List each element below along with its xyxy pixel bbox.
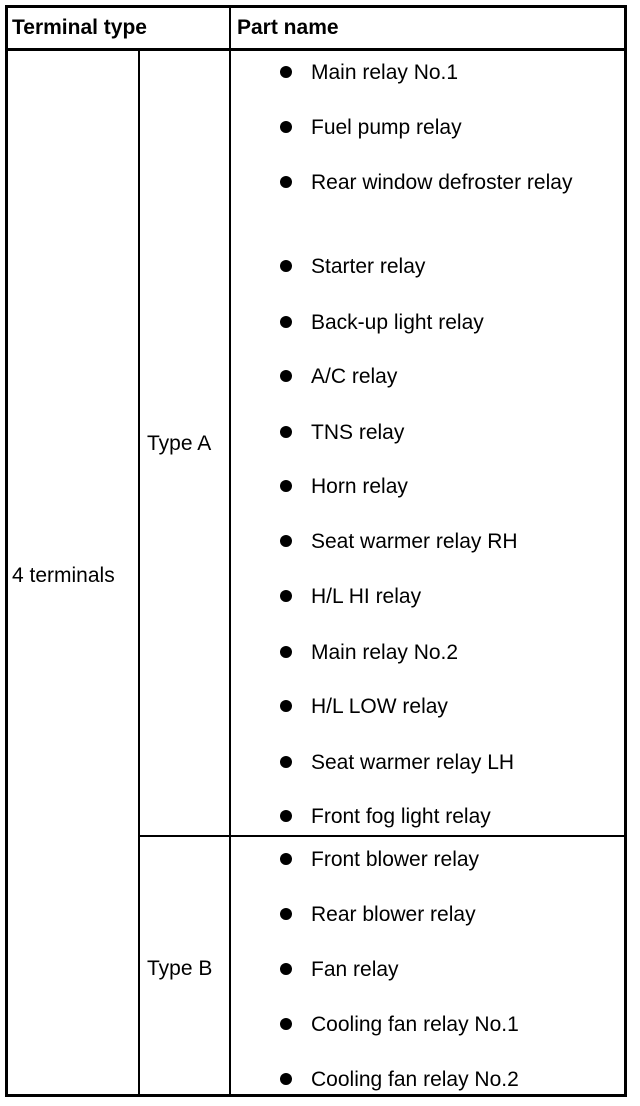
part-name: Front fog light relay bbox=[311, 805, 491, 828]
bullet-icon bbox=[280, 535, 292, 547]
bullet-icon bbox=[280, 176, 292, 188]
part-column-divider bbox=[229, 5, 231, 1097]
list-item bbox=[280, 845, 601, 874]
part-name: Cooling fan relay No.1 bbox=[311, 1013, 519, 1036]
part-name: Fuel pump relay bbox=[311, 116, 462, 139]
part-name: Main relay No.1 bbox=[311, 61, 459, 84]
part-name: H/L LOW relay bbox=[311, 695, 448, 718]
list-item bbox=[280, 168, 601, 197]
part-name: Horn relay bbox=[311, 475, 408, 498]
bullet-icon bbox=[280, 260, 292, 272]
list-item bbox=[280, 362, 601, 391]
part-name: Back-up light relay bbox=[311, 311, 484, 334]
terminal-group-label: 4 terminals bbox=[12, 564, 115, 587]
bullet-icon bbox=[280, 908, 292, 920]
list-item bbox=[280, 472, 601, 501]
bullet-icon bbox=[280, 480, 292, 492]
type-a-label: Type A bbox=[147, 432, 212, 455]
header-part-name: Part name bbox=[237, 16, 339, 39]
bullet-icon bbox=[280, 853, 292, 865]
list-item bbox=[280, 252, 601, 281]
part-name: Cooling fan relay No.2 bbox=[311, 1068, 519, 1091]
list-item bbox=[280, 955, 601, 984]
bullet-icon bbox=[280, 590, 292, 602]
list-item bbox=[280, 638, 601, 667]
list-item bbox=[280, 308, 601, 337]
type-b-label: Type B bbox=[147, 957, 213, 980]
part-name: A/C relay bbox=[311, 365, 398, 388]
bullet-icon bbox=[280, 1018, 292, 1030]
header-terminal-type: Terminal type bbox=[12, 16, 147, 39]
bullet-icon bbox=[280, 426, 292, 438]
part-name: Seat warmer relay RH bbox=[311, 530, 518, 553]
bullet-icon bbox=[280, 646, 292, 658]
part-name: TNS relay bbox=[311, 421, 405, 444]
list-item bbox=[280, 748, 601, 777]
bullet-icon bbox=[280, 370, 292, 382]
bullet-icon bbox=[280, 756, 292, 768]
part-name: Seat warmer relay LH bbox=[311, 751, 515, 774]
list-item bbox=[280, 802, 601, 831]
bullet-icon bbox=[280, 810, 292, 822]
bullet-icon bbox=[280, 121, 292, 133]
part-name: Front blower relay bbox=[311, 848, 480, 871]
list-item bbox=[280, 1065, 601, 1094]
type-a-b-divider bbox=[138, 835, 627, 837]
list-item bbox=[280, 1010, 601, 1039]
part-name: Rear window defroster relay bbox=[311, 171, 573, 194]
list-item bbox=[280, 582, 601, 611]
part-name: Main relay No.2 bbox=[311, 641, 459, 664]
bullet-icon bbox=[280, 316, 292, 328]
part-name: Rear blower relay bbox=[311, 903, 476, 926]
part-name: Fan relay bbox=[311, 958, 399, 981]
part-name: Starter relay bbox=[311, 255, 426, 278]
list-item bbox=[280, 900, 601, 929]
list-item bbox=[280, 113, 601, 142]
type-column-divider bbox=[138, 50, 140, 1097]
bullet-icon bbox=[280, 700, 292, 712]
list-item bbox=[280, 418, 601, 447]
list-item bbox=[280, 58, 601, 87]
bullet-icon bbox=[280, 963, 292, 975]
list-item bbox=[280, 692, 601, 721]
list-item bbox=[280, 527, 601, 556]
part-name: H/L HI relay bbox=[311, 585, 422, 608]
bullet-icon bbox=[280, 1073, 292, 1085]
header-divider bbox=[5, 48, 627, 51]
bullet-icon bbox=[280, 66, 292, 78]
